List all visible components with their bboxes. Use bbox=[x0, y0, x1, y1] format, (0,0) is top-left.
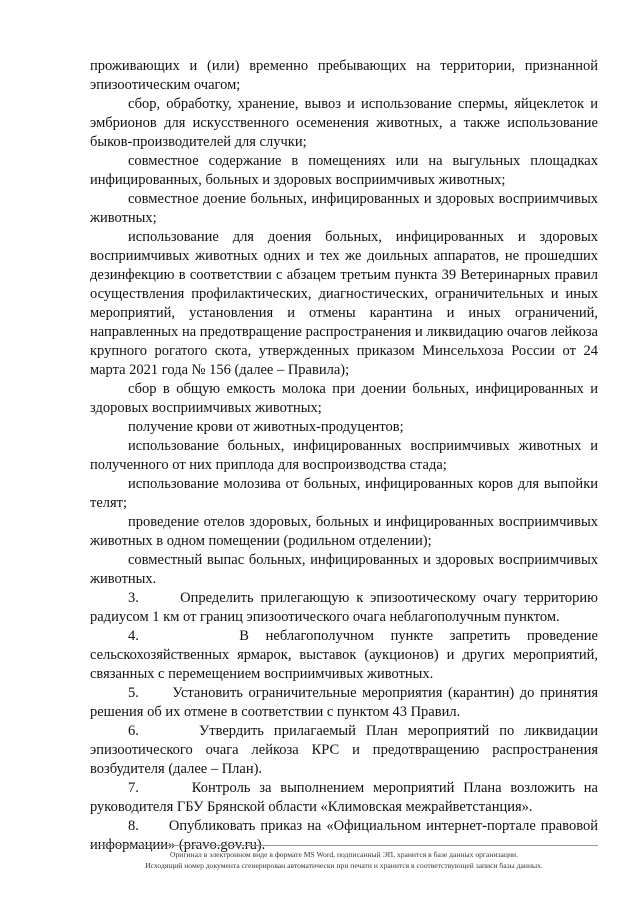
paragraph: 7. Контроль за выполнением мероприятий Плана возложить на руководителя ГБУ Брянской области «Климовская межрайветстанция». bbox=[90, 780, 598, 815]
paragraph: использование больных, инфицированных восприимчивых животных и полученного от них приплода для воспроизводства стада; bbox=[90, 438, 598, 473]
paragraph: сбор, обработку, хранение, вывоз и использование спермы, яйцеклеток и эмбрионов для искусственного осеменения животных, а также использование быков-производителей для случки; bbox=[90, 96, 598, 150]
paragraph: 6. Утвердить прилагаемый План мероприятий по ликвидации эпизоотического очага лейкоза КРС и предотвращению распространения возбудителя (далее – План). bbox=[90, 723, 598, 777]
paragraph: 3. Определить прилегающую к эпизоотическому очагу территорию радиусом 1 км от границ эпизоотического очага неблагополучным пунктом. bbox=[90, 590, 598, 625]
footer-divider bbox=[90, 845, 598, 846]
paragraph: использование молозива от больных, инфицированных коров для выпойки телят; bbox=[90, 476, 598, 511]
paragraph: 4. В неблагополучном пункте запретить проведение сельскохозяйственных ярмарок, выставок (аукционов) и других мероприятий, связанных с перемещением восприимчивых животных. bbox=[90, 628, 598, 682]
paragraph: 8. Опубликовать приказ на «Официальном интернет-портале правовой информации» (pravo.gov.ru). bbox=[90, 818, 598, 853]
footer-line-1: Оригинал в электронном виде в формате MS Word, подписанный ЭП, хранится в базе данных организации. bbox=[170, 850, 518, 859]
document-footer bbox=[90, 849, 598, 871]
footer-line-2: Исходящий номер документа сгенерирован автоматически при печати и хранится в соответствующей записи базы данных. bbox=[145, 861, 543, 870]
paragraph: 5. Установить ограничительные мероприятия (карантин) до принятия решения об их отмене в соответствии с пунктом 43 Правил. bbox=[90, 685, 598, 720]
paragraph: использование для доения больных, инфицированных и здоровых восприимчивых животных одних и тех же доильных аппаратов, не прошедших дезинфекцию в соответствии с абзацем третьим пункта 39 Ветеринарных правил осуществления профилактических, диагностических, ограничительных и иных мероприятий, установления и отмены карантина и иных ограничений, направленных на предотвращение распространения и ликвидацию очагов лейкоза крупного рогатого скота, утвержденных приказом Минсельхоза России от 24 марта 2021 года № 156 (далее – Правила); bbox=[90, 229, 598, 378]
paragraph: совместный выпас больных, инфицированных и здоровых восприимчивых животных. bbox=[90, 552, 598, 587]
paragraph: проживающих и (или) временно пребывающих на территории, признанной эпизоотическим очагом; bbox=[90, 58, 598, 93]
document-body bbox=[90, 57, 598, 855]
paragraph: получение крови от животных-продуцентов; bbox=[128, 419, 404, 435]
paragraph: совместное содержание в помещениях или на выгульных площадках инфицированных, больных и здоровых восприимчивых животных; bbox=[90, 153, 598, 188]
paragraph: сбор в общую емкость молока при доении больных, инфицированных и здоровых восприимчивых животных; bbox=[90, 381, 598, 416]
paragraph: совместное доение больных, инфицированных и здоровых восприимчивых животных; bbox=[90, 191, 598, 226]
paragraph: проведение отелов здоровых, больных и инфицированных восприимчивых животных в одном помещении (родильном отделении); bbox=[90, 514, 598, 549]
